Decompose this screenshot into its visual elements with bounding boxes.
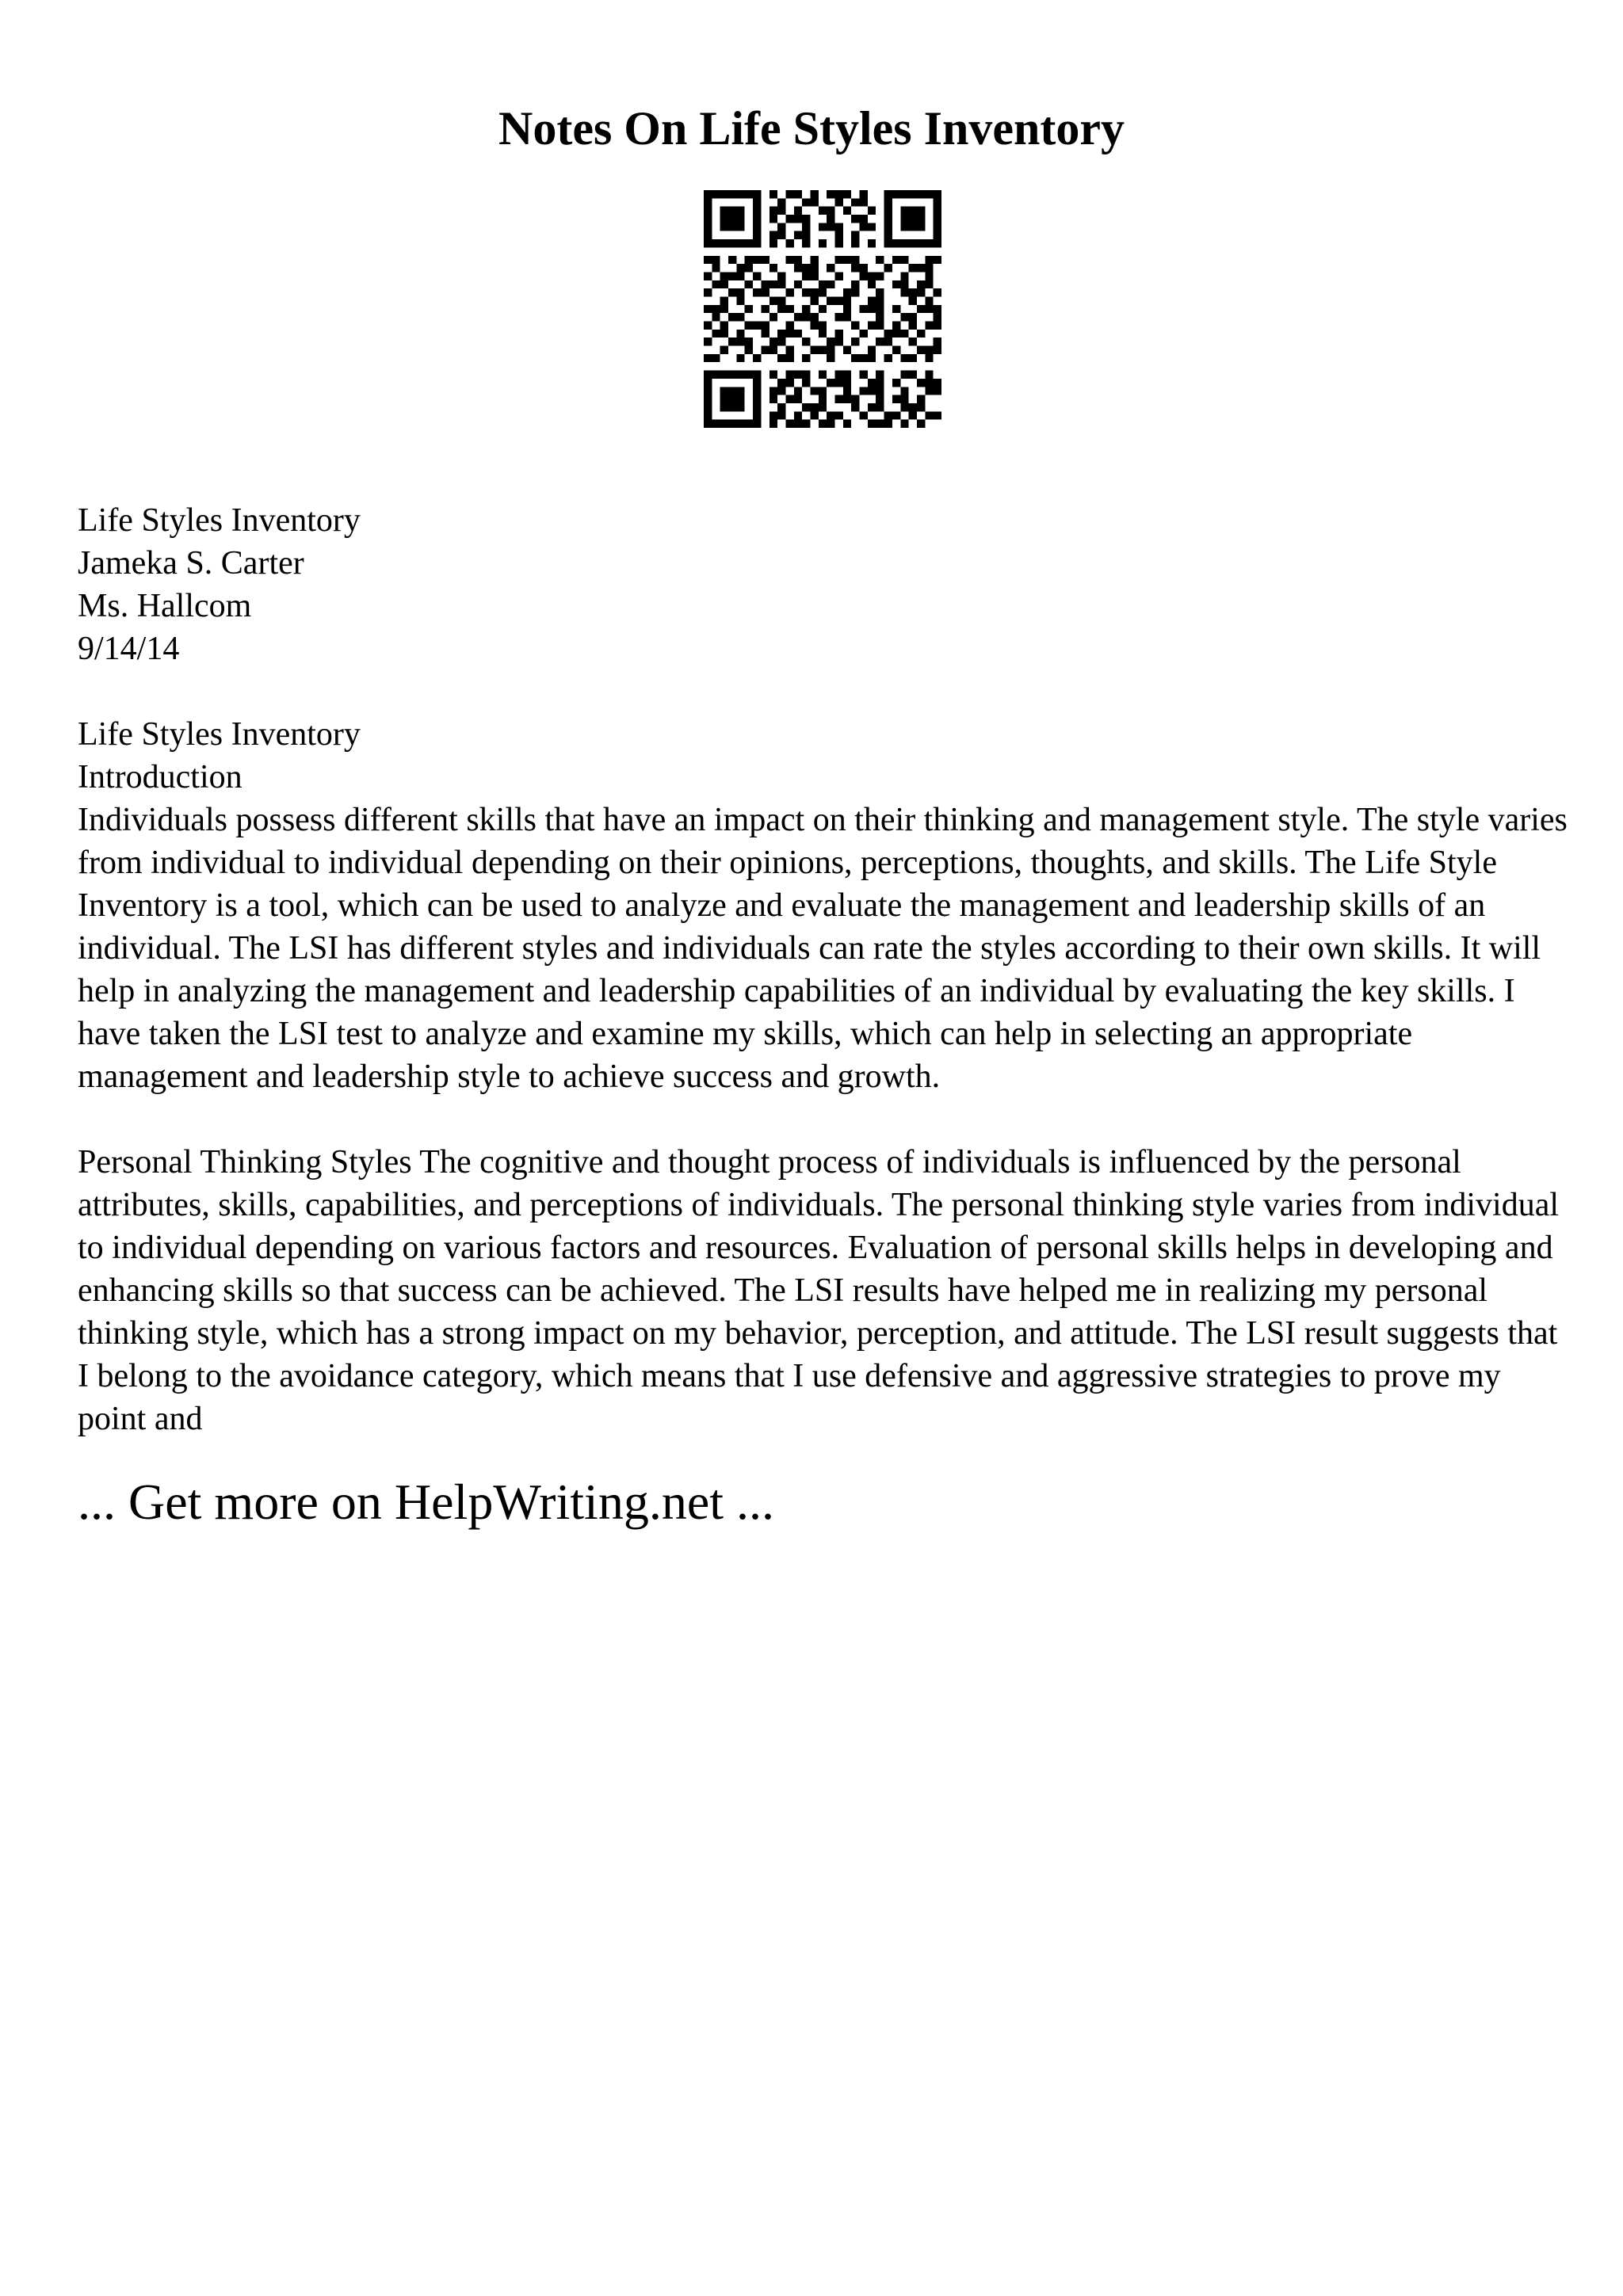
- author-name-line: Jameka S. Carter: [78, 545, 304, 582]
- section-subtitle: Introduction: [78, 759, 242, 795]
- document-title: Notes On Life Styles Inventory: [498, 102, 1125, 154]
- get-more-link[interactable]: ... Get more on HelpWriting.net ...: [78, 1474, 774, 1530]
- personal-thinking-section: [78, 1141, 1568, 1440]
- document-content: [78, 499, 1568, 1585]
- qr-code-icon: [704, 190, 941, 428]
- qr-code-graphic: [704, 190, 941, 428]
- instructor-line: Ms. Hallcom: [78, 588, 252, 624]
- author-header-block: [78, 499, 1568, 670]
- header-title-line: Life Styles Inventory: [78, 502, 361, 539]
- thinking-paragraph: Personal Thinking Styles The cognitive and thought process of individuals is influenced by the personal attributes, skills, capabilities, and perceptions of individuals. The personal thinking style varies from individual to individual depending on various factors and resources. Evaluation of personal skills helps in developing and enhancing skills so that success can be achieved. The LSI results have helped me in realizing my personal thinking style, which has a strong impact on my behavior, perception, and attitude. The LSI result suggests that I belong to the avoidance category, which means that I use defensive and aggressive strategies to prove my point and: [78, 1144, 1560, 1437]
- section-title: Life Styles Inventory: [78, 716, 361, 753]
- intro-paragraph: Individuals possess different skills that have an impact on their thinking and management style. The style varies from individual to individual depending on their opinions, perceptions, thoughts, and skills. The Life Style Inventory is a tool, which can be used to analyze and evaluate the management and leadership skills of an individual. The LSI has different styles and individuals can rate the styles according to their own skills. It will help in analyzing the management and leadership capabilities of an individual by evaluating the key skills. I have taken the LSI test to analyze and examine my skills, which can help in selecting an appropriate management and leadership style to achieve success and growth.: [78, 802, 1568, 1095]
- introduction-section: [78, 713, 1568, 1098]
- date-line: 9/14/14: [78, 631, 180, 667]
